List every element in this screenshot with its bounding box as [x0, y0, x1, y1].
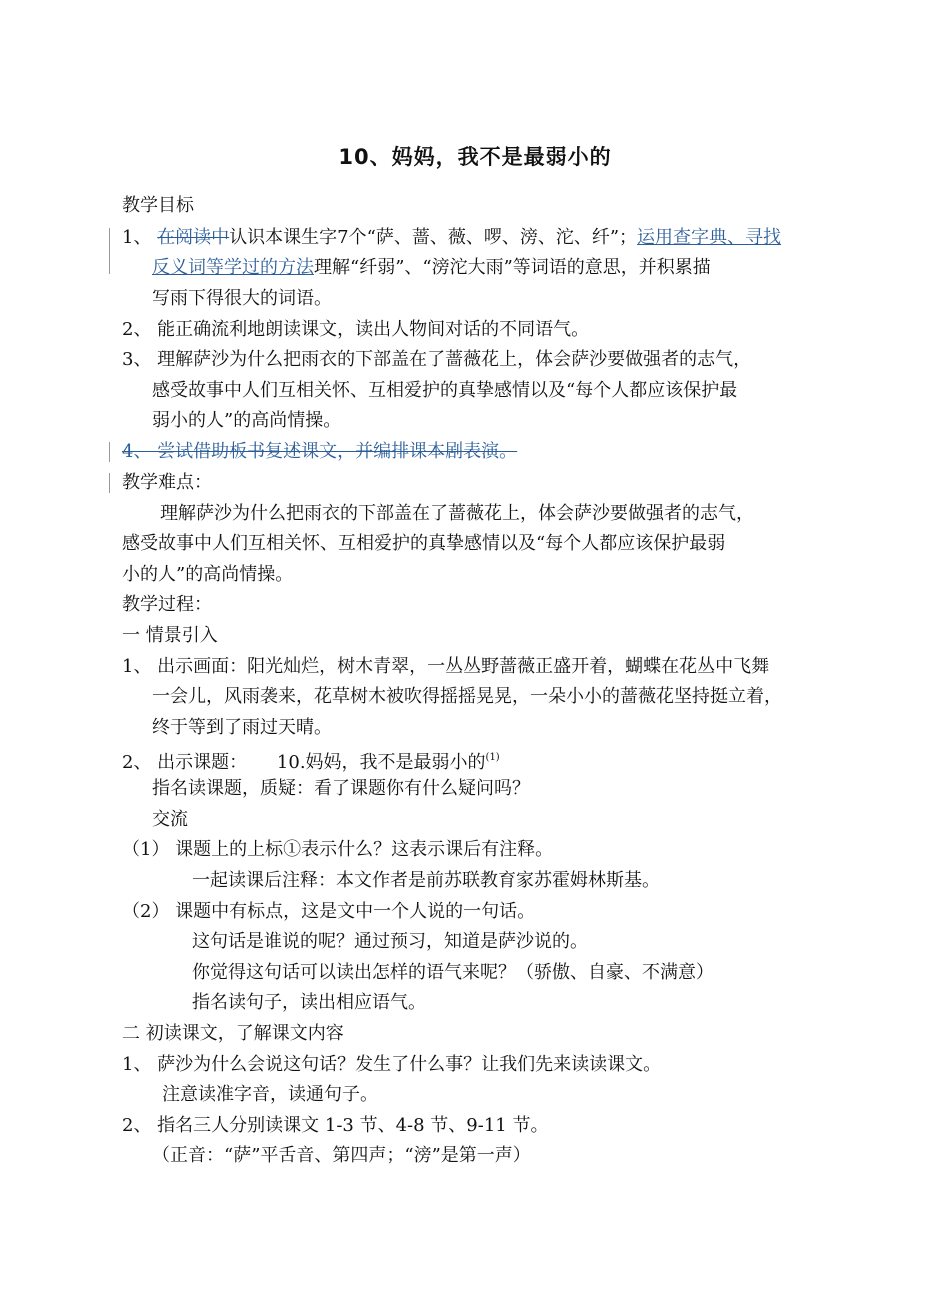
goal-3-line-2: 感受故事中人们互相关怀、互相爱护的真挚感情以及“每个人都应该保护最	[152, 380, 738, 401]
goal-3-line-3: 弱小的人”的高尚情操。	[152, 410, 342, 431]
goal-1-text-a: 认识本课生字7个“萨、蔷、薇、啰、滂、沱、纤”；	[229, 227, 638, 248]
s1-item-2-label: 2、 出示课题：	[122, 752, 248, 773]
question-2: （2） 课题中有标点，这是文中一个人说的一句话。	[122, 901, 536, 922]
s2-item-2-sub: （正音：“萨”平舌音、第四声；“滂”是第一声）	[152, 1145, 531, 1166]
goal-1-line-1	[122, 226, 781, 250]
difficulty-line-1: 理解萨沙为什么把雨衣的下部盖在了蔷薇花上，体会萨沙要做强者的志气，	[160, 503, 754, 524]
s2-item-1: 1、 萨沙为什么会说这句话？发生了什么事？让我们先来读读课文。	[122, 1054, 662, 1075]
revision-bar	[109, 473, 110, 493]
section-1-heading: 一 情景引入	[122, 625, 218, 646]
document-title: 10、妈妈，我不是最弱小的	[338, 145, 612, 169]
inserted-text-b: 反义词等学过的方法	[152, 257, 314, 278]
revision-bar	[109, 228, 110, 274]
inserted-text-a: 运用查字典、寻找	[637, 227, 782, 248]
question-2-sub-2: 你觉得这句话可以读出怎样的语气来呢？（骄傲、自豪、不满意）	[192, 962, 714, 983]
goal-3-line-1: 3、 理解萨沙为什么把雨衣的下部盖在了蔷薇花上，体会萨沙要做强者的志气，	[122, 349, 752, 370]
goal-1-number: 1、	[122, 227, 152, 248]
footnote-marker: (1)	[485, 752, 500, 763]
question-2-sub-3: 指名读句子，读出相应语气。	[192, 992, 426, 1013]
difficulty-line-2: 感受故事中人们互相关怀、互相爱护的真挚感情以及“每个人都应该保护最弱	[122, 533, 726, 554]
s1-item-2	[122, 746, 500, 775]
goal-4-deleted: 4、 尝试借助板书复述课文，并编排课本剧表演。	[122, 441, 518, 462]
goal-1-line-3: 写雨下得很大的词语。	[152, 288, 332, 309]
s1-item-1-line-2: 一会儿，风雨袭来，花草树木被吹得摇摇晃晃，一朵小小的蔷薇花坚持挺立着，	[152, 686, 782, 707]
goals-heading: 教学目标	[122, 195, 194, 216]
section-2-heading: 二 初读课文，了解课文内容	[122, 1023, 344, 1044]
question-2-sub-1: 这句话是谁说的呢？通过预习，知道是萨沙说的。	[192, 931, 588, 952]
goal-1-text-b: 理解“纤弱”、“滂沱大雨”等词语的意思，并积累描	[314, 257, 711, 278]
s1-item-1-line-3: 终于等到了雨过天晴。	[152, 717, 332, 738]
revision-bar	[109, 442, 110, 462]
question-1: （1） 课题上的上标①表示什么？这表示课后有注释。	[122, 839, 554, 860]
s2-item-1-sub: 注意读准字音，读通句子。	[162, 1084, 378, 1105]
goal-1-line-2	[152, 256, 711, 280]
s2-item-2: 2、 指名三人分别读课文 1-3 节、4-8 节、9-11 节。	[122, 1115, 549, 1136]
process-heading: 教学过程：	[122, 594, 212, 615]
s1-item-2-title: 10.妈妈，我不是最弱小的	[276, 752, 486, 773]
goal-2: 2、 能正确流利地朗读课文，读出人物间对话的不同语气。	[122, 319, 590, 340]
deleted-text: 在阅读中	[157, 227, 230, 248]
s1-line-2: 交流	[152, 809, 188, 830]
s1-line-1: 指名读课题，质疑：看了课题你有什么疑问吗？	[152, 778, 530, 799]
difficulty-heading: 教学难点：	[122, 472, 212, 493]
question-1-sub: 一起读课后注释：本文作者是前苏联教育家苏霍姆林斯基。	[192, 870, 660, 891]
s1-item-1-line-1: 1、 出示画面：阳光灿烂，树木青翠，一丛丛野蔷薇正盛开着，蝴蝶在花丛中飞舞	[122, 656, 770, 677]
difficulty-line-3: 小的人”的高尚情操。	[122, 564, 294, 585]
